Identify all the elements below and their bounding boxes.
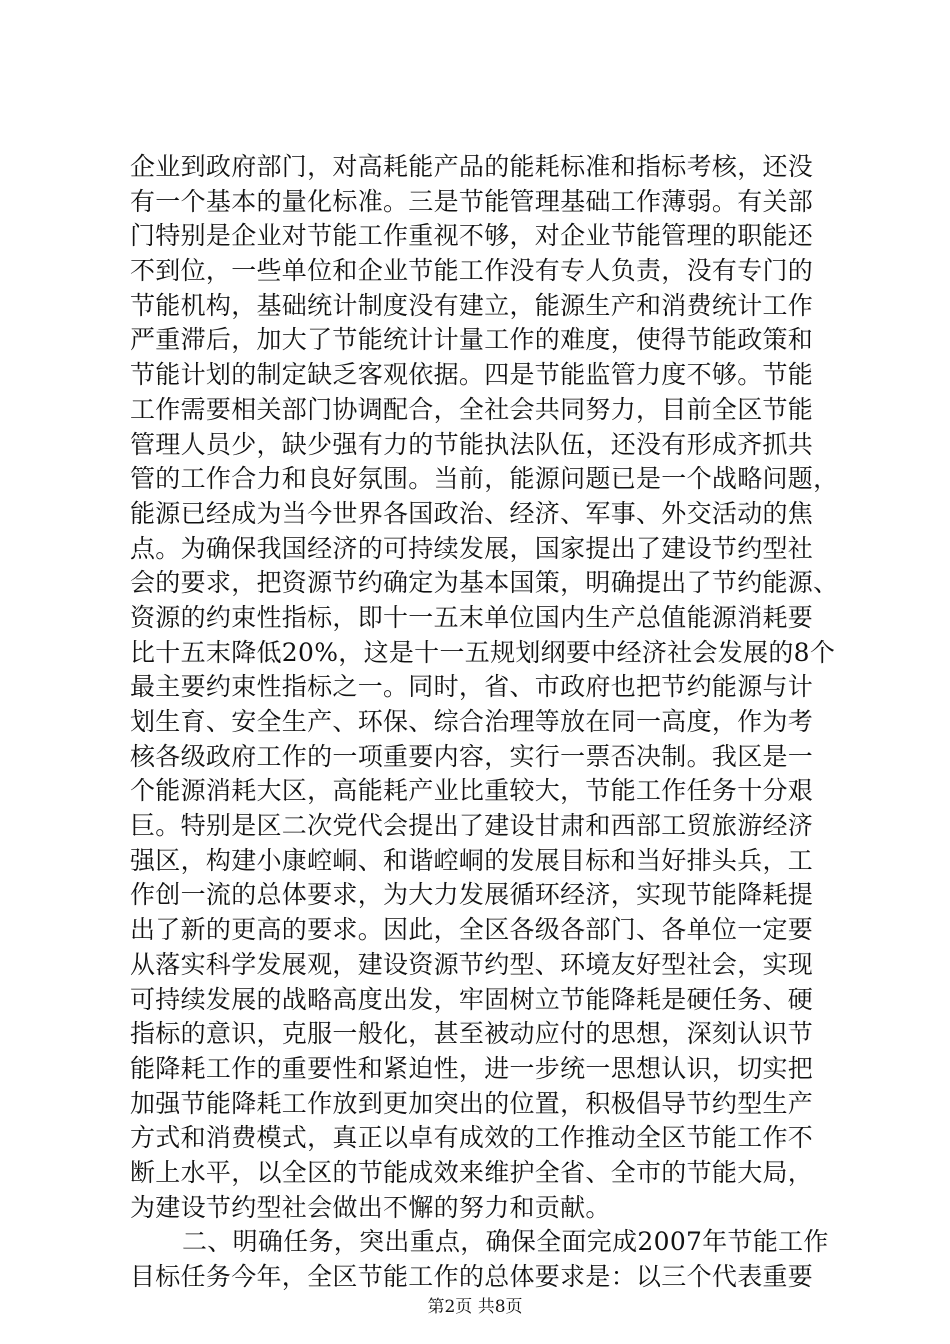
text-line: 节能计划的制定缺乏客观依据。四是节能监管力度不够。节能 bbox=[130, 360, 814, 390]
text-line: 管的工作合力和良好氛围。当前，能源问题已是一个战略问题， bbox=[130, 464, 839, 494]
text-line: 点。为确保我国经济的可持续发展，国家提出了建设节约型社 bbox=[130, 533, 814, 563]
text-line: 能源已经成为当今世界各国政治、经济、军事、外交活动的焦 bbox=[130, 498, 814, 528]
text-line: 强区，构建小康崆峒、和谐崆峒的发展目标和当好排头兵，工 bbox=[130, 845, 814, 875]
text-line: 出了新的更高的要求。因此，全区各级各部门、各单位一定要 bbox=[130, 915, 814, 945]
page-footer: 第2页 共8页 bbox=[427, 1297, 523, 1317]
text-line: 资源的约束性指标，即十一五末单位国内生产总值能源消耗要 bbox=[130, 602, 814, 632]
text-line: 加强节能降耗工作放到更加突出的位置，积极倡导节约型生产 bbox=[130, 1088, 814, 1118]
text-line: 管理人员少，缺少强有力的节能执法队伍，还没有形成齐抓共 bbox=[130, 429, 814, 459]
text-line: 能降耗工作的重要性和紧迫性，进一步统一思想认识，切实把 bbox=[130, 1053, 814, 1083]
section-heading-line: 二、明确任务，突出重点，确保全面完成2007年节能工作 bbox=[182, 1227, 829, 1257]
text-line: 严重滞后，加大了节能统计计量工作的难度，使得节能政策和 bbox=[130, 325, 814, 355]
text-line: 工作需要相关部门协调配合，全社会共同努力，目前全区节能 bbox=[130, 394, 814, 424]
text-line: 会的要求，把资源节约确定为基本国策，明确提出了节约能源、 bbox=[130, 568, 839, 598]
text-line: 门特别是企业对节能工作重视不够，对企业节能管理的职能还 bbox=[130, 221, 814, 251]
text-line: 节能机构，基础统计制度没有建立，能源生产和消费统计工作 bbox=[130, 290, 814, 320]
text-line: 核各级政府工作的一项重要内容，实行一票否决制。我区是一 bbox=[130, 741, 814, 771]
text-line: 方式和消费模式，真正以卓有成效的工作推动全区节能工作不 bbox=[130, 1123, 814, 1153]
text-line: 最主要约束性指标之一。同时，省、市政府也把节约能源与计 bbox=[130, 672, 814, 702]
text-line: 企业到政府部门，对高耗能产品的能耗标准和指标考核，还没 bbox=[130, 152, 814, 181]
text-line: 为建设节约型社会做出不懈的努力和贡献。 bbox=[130, 1192, 611, 1222]
text-line: 目标任务今年，全区节能工作的总体要求是：以三个代表重要 bbox=[130, 1262, 814, 1291]
text-line: 比十五末降低20%，这是十一五规划纲要中经济社会发展的8个 bbox=[130, 637, 836, 667]
text-line: 巨。特别是区二次党代会提出了建设甘肃和西部工贸旅游经济 bbox=[130, 811, 814, 841]
text-line: 有一个基本的量化标准。三是节能管理基础工作薄弱。有关部 bbox=[130, 186, 814, 216]
text-line: 指标的意识，克服一般化，甚至被动应付的思想，深刻认识节 bbox=[130, 1019, 814, 1049]
body-text bbox=[130, 150, 840, 1295]
text-line: 作创一流的总体要求，为大力发展循环经济，实现节能降耗提 bbox=[130, 880, 814, 910]
text-line: 可持续发展的战略高度出发，牢固树立节能降耗是硬任务、硬 bbox=[130, 984, 814, 1014]
text-line: 不到位，一些单位和企业节能工作没有专人负责，没有专门的 bbox=[130, 256, 814, 286]
text-line: 断上水平，以全区的节能成效来维护全省、全市的节能大局， bbox=[130, 1157, 814, 1187]
text-line: 个能源消耗大区，高能耗产业比重较大，节能工作任务十分艰 bbox=[130, 776, 814, 806]
text-line: 从落实科学发展观，建设资源节约型、环境友好型社会，实现 bbox=[130, 949, 814, 979]
text-line: 划生育、安全生产、环保、综合治理等放在同一高度，作为考 bbox=[130, 707, 814, 736]
